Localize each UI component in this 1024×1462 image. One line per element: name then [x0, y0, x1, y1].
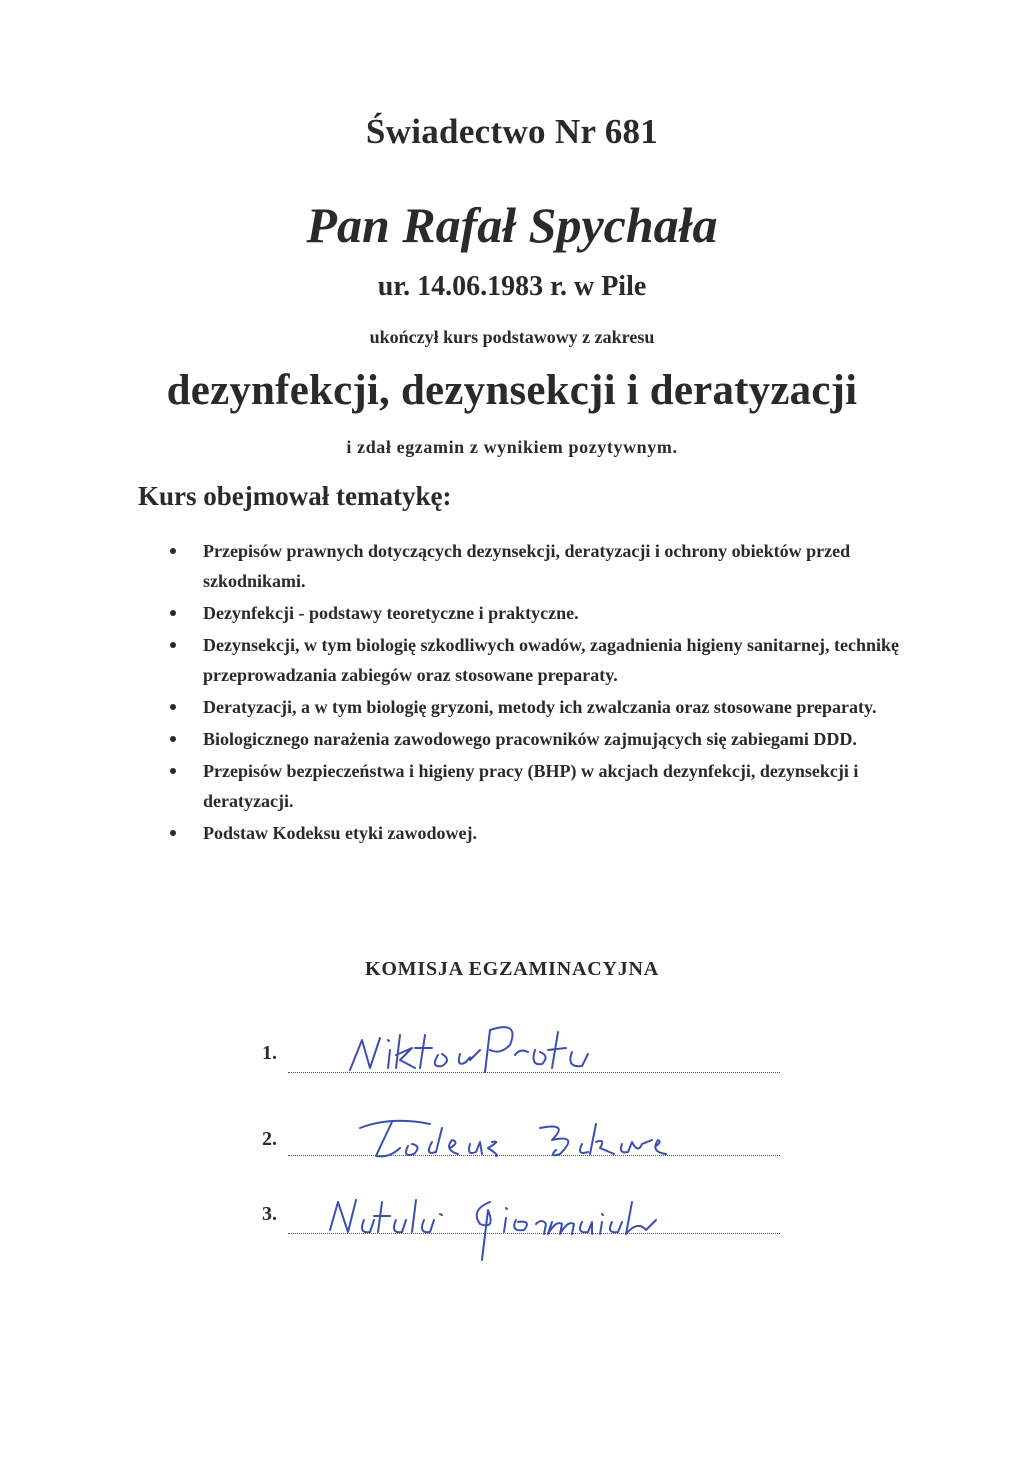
topic-item: Dezynsekcji, w tym biologię szkodliwych owadów, zagadnienia higieny sanitarnej, technikę przeprowadzania zabiegów oraz stosowane preparaty. [160, 630, 920, 690]
topic-item: Dezynfekcji - podstawy teoretyczne i praktyczne. [160, 598, 920, 628]
recipient-name: Pan Rafał Spychała [306, 197, 718, 253]
topic-item: Przepisów bezpieczeństwa i higieny pracy (BHP) w akcjach dezynfekcji, dezynsekcji i deratyzacji. [160, 756, 920, 816]
course-subject: dezynfekcji, dezynsekcji i deratyzacji [166, 367, 858, 414]
signature-1-handwriting [320, 1010, 720, 1090]
commission-heading: KOMISJA EGZAMINACYJNA [364, 958, 660, 980]
certificate-title: Świadectwo Nr 681 [365, 112, 659, 151]
exam-result: i zdał egzamin z wynikiem pozytywnym. [346, 437, 678, 457]
topic-item: Deratyzacji, a w tym biologię gryzoni, metody ich zwalczania oraz stosowane preparaty. [160, 692, 920, 722]
topics-list [160, 536, 920, 850]
topic-item: Podstaw Kodeksu etyki zawodowej. [160, 818, 920, 848]
signature-2-handwriting [320, 1098, 720, 1178]
signature-number-1: 1. [262, 1042, 277, 1064]
topic-item: Przepisów prawnych dotyczących dezynsekcji, deratyzacji i ochrony obiektów przed szkodnikami. [160, 536, 920, 596]
topic-item: Biologicznego narażenia zawodowego pracowników zajmujących się zabiegami DDD. [160, 724, 920, 754]
birth-line: ur. 14.06.1983 r. w Pile [377, 271, 647, 302]
signature-3-handwriting [320, 1180, 720, 1270]
signature-number-2: 2. [262, 1128, 277, 1150]
signature-number-3: 3. [262, 1203, 277, 1225]
intro-text: ukończył kurs podstawowy z zakresu [369, 327, 655, 347]
course-heading: Kurs obejmował tematykę: [138, 481, 452, 511]
